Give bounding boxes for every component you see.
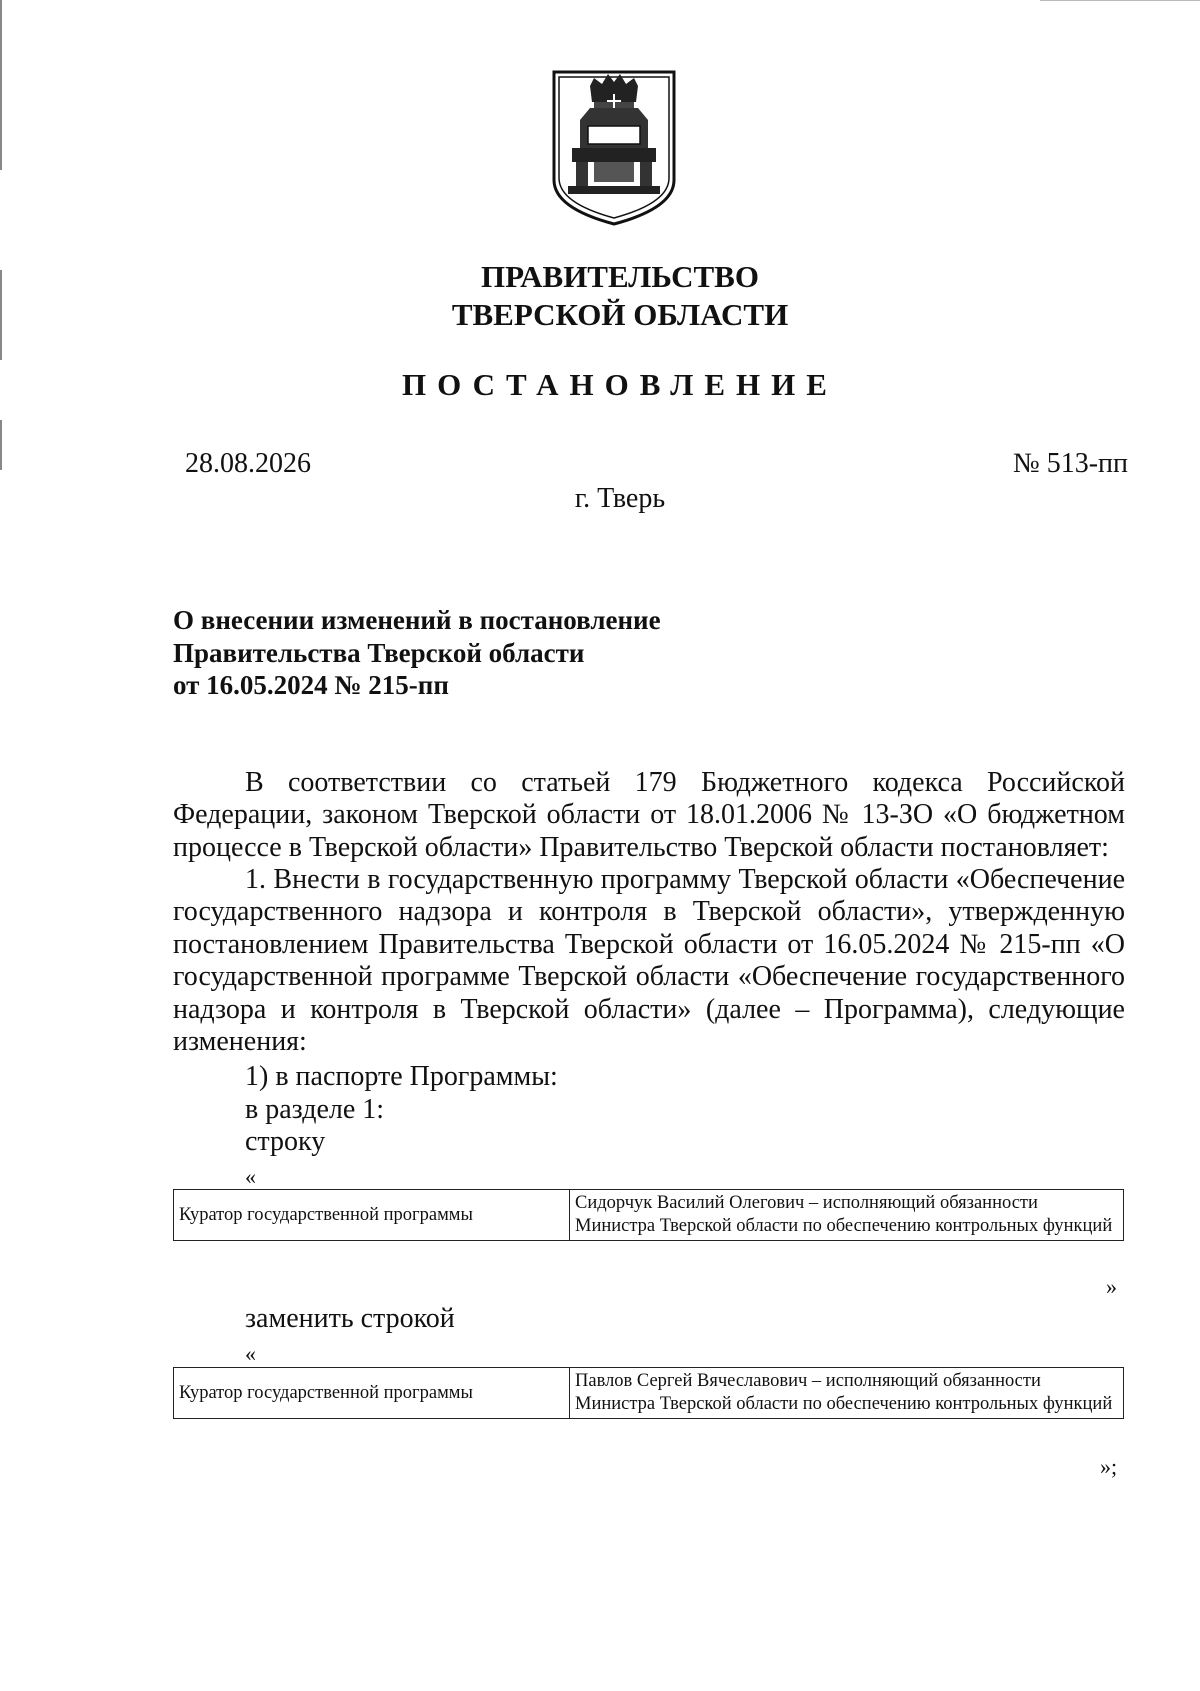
- open-quote-old: «: [245, 1164, 256, 1189]
- tver-coat-of-arms-icon: [550, 68, 678, 226]
- document-number: № 513-пп: [1012, 448, 1128, 479]
- document-type-title: ПОСТАНОВЛЕНИЕ: [402, 367, 838, 402]
- old-row-value: Сидорчук Василий Олегович – исполняющий обязанности Министра Тверской области по обеспечению контрольных функций: [570, 1190, 1124, 1241]
- preamble-text: В соответствии со статьей 179 Бюджетного кодекса Российской Федерации, законом Тверской области от 18.01.2006 № 13-ЗО «О бюджетном процессе в Тверской области» Правительство Тверской области постановляет:: [173, 767, 1125, 863]
- document-subject: [173, 604, 661, 702]
- old-curator-row-table: [173, 1189, 1124, 1241]
- table-row: [174, 1368, 1124, 1419]
- new-row-value: Павлов Сергей Вячеславович – исполняющий обязанности Министра Тверской области по обеспечению контрольных функций: [570, 1368, 1124, 1419]
- subject-line2: Правительства Тверской области: [173, 637, 585, 668]
- scan-edge-mark: [0, 270, 2, 360]
- section-reference: в разделе 1:: [245, 1094, 385, 1125]
- new-curator-row-table: [173, 1367, 1124, 1419]
- subject-line3: от 16.05.2024 № 215-пп: [173, 670, 449, 700]
- scan-edge-mark: [0, 0, 2, 170]
- document-city: г. Тверь: [574, 483, 666, 514]
- government-name-line1: ПРАВИТЕЛЬСТВО: [481, 259, 759, 294]
- document-date: 28.08.2026: [185, 448, 311, 479]
- close-quote-old: »: [1106, 1274, 1117, 1299]
- preamble-paragraph: [173, 767, 1125, 864]
- row-word: строку: [245, 1126, 326, 1157]
- scan-edge-mark: [1040, 0, 1200, 1]
- item1-text: 1. Внести в государственную программу Тверской области «Обеспечение государственного надзора и контроля в Тверской области», утвержденную постановлением Правительства Тверской области от 16.05.2024 № 215-пп «О государственной программе Тверской области «Обеспечение государственного надзора и контроля в Тверской области» (далее – Программа), следующие изменения:: [173, 864, 1125, 1058]
- new-row-label: Куратор государственной программы: [174, 1368, 570, 1419]
- old-row-label: Куратор государственной программы: [174, 1190, 570, 1241]
- table-row: [174, 1190, 1124, 1241]
- subject-line1: О внесении изменений в постановление: [173, 605, 661, 635]
- close-quote-new: »;: [1100, 1454, 1118, 1479]
- replace-with-text: заменить строкой: [245, 1303, 455, 1334]
- subitem-passport: 1) в паспорте Программы:: [245, 1061, 558, 1092]
- government-name-line2: ТВЕРСКОЙ ОБЛАСТИ: [451, 297, 789, 332]
- scan-edge-mark: [0, 420, 2, 470]
- open-quote-new: «: [245, 1341, 256, 1366]
- item1-paragraph: [173, 864, 1125, 1058]
